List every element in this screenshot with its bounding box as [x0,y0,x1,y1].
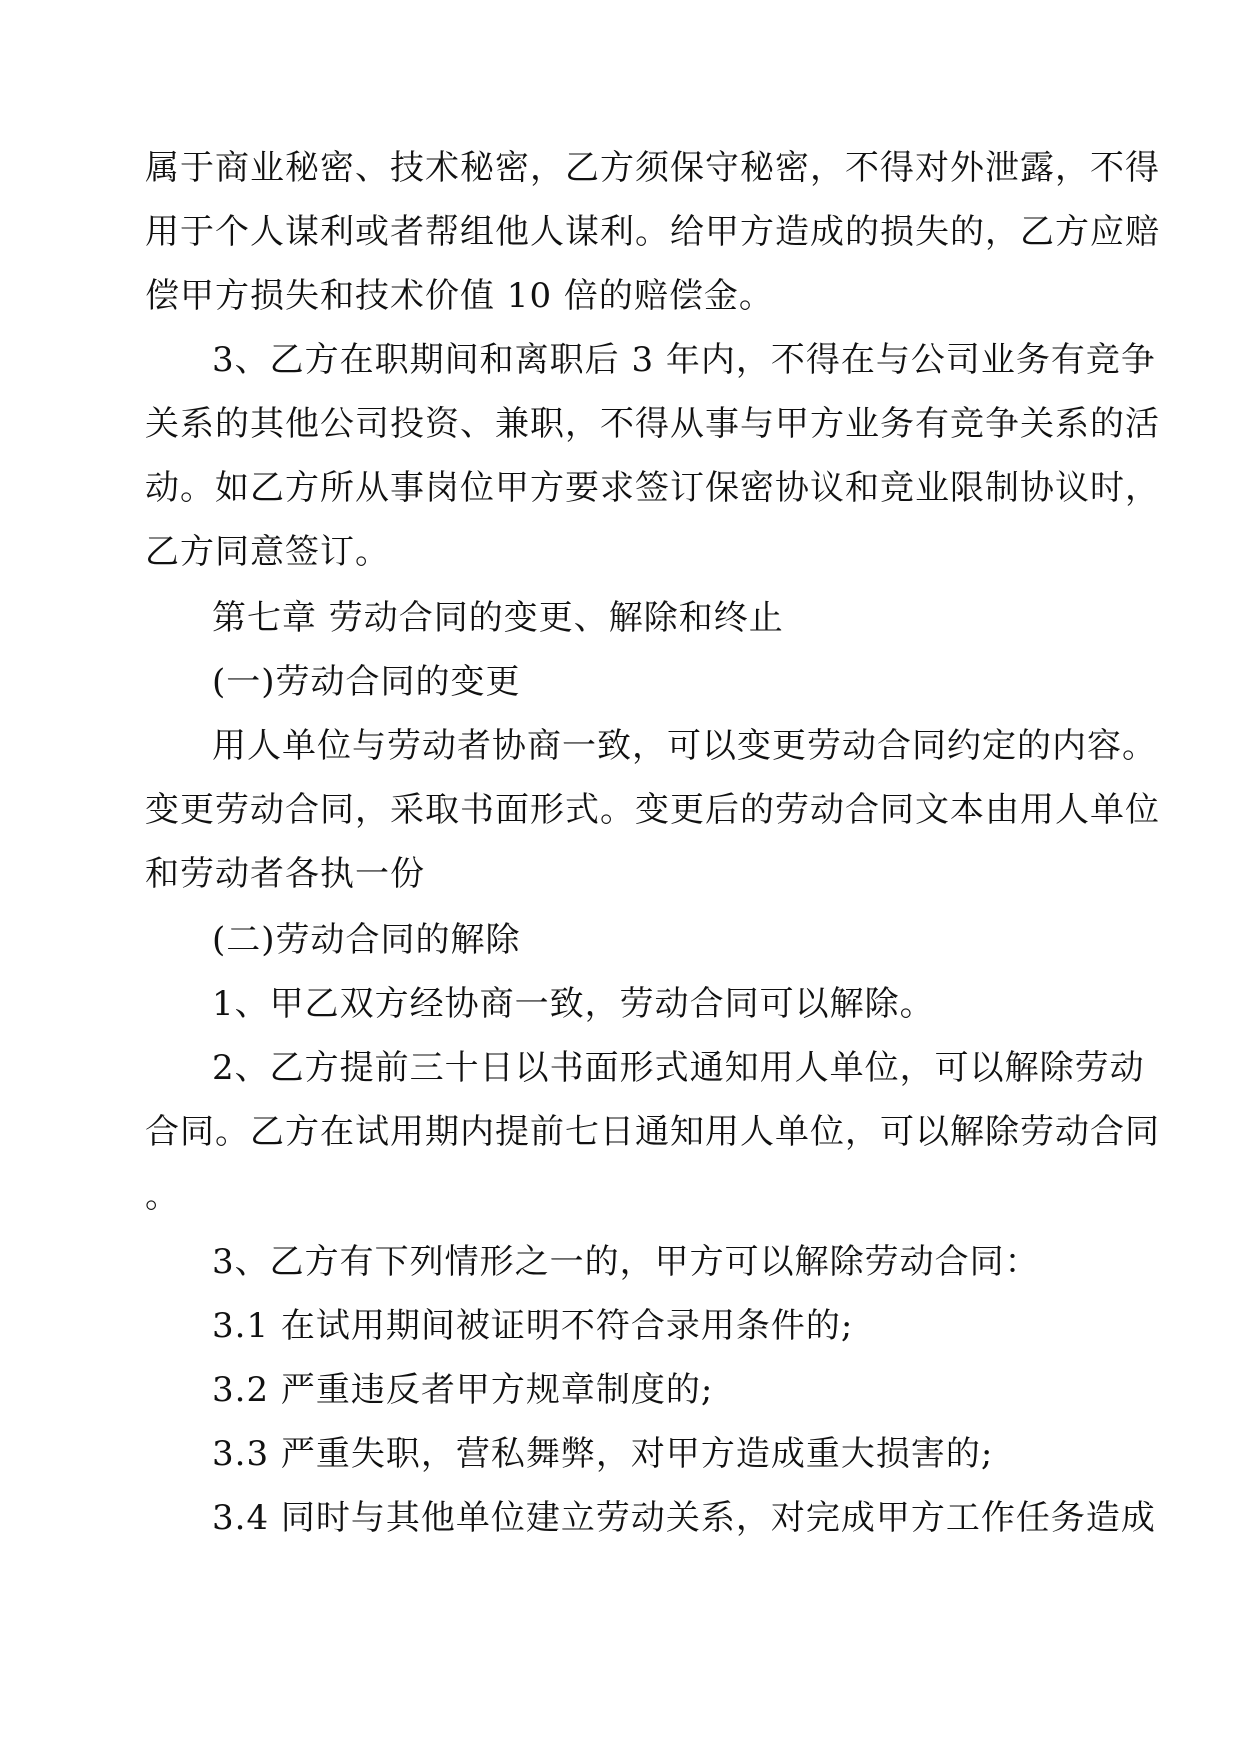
text-line: 偿甲方损失和技术价值 10 倍的赔偿金。 [145,276,774,316]
section-heading: (二)劳动合同的解除 [212,920,521,960]
list-item: 3.4 同时与其他单位建立劳动关系，对完成甲方工作任务造成 [212,1498,1156,1538]
text-line: 和劳动者各执一份 [145,854,425,894]
text-line: 合同。乙方在试用期内提前七日通知用人单位，可以解除劳动合同 [145,1112,1160,1152]
section-heading: (一)劳动合同的变更 [212,662,521,702]
text-line: 属于商业秘密、技术秘密，乙方须保守秘密，不得对外泄露，不得 [145,148,1160,188]
text-line: 3、乙方在职期间和离职后 3 年内，不得在与公司业务有竞争 [212,340,1156,380]
chapter-heading: 第七章 劳动合同的变更、解除和终止 [212,598,784,638]
text-line: 3、乙方有下列情形之一的，甲方可以解除劳动合同： [212,1242,1040,1282]
list-item: 3.3 严重失职，营私舞弊，对甲方造成重大损害的; [212,1434,994,1474]
text-line: 关系的其他公司投资、兼职，不得从事与甲方业务有竞争关系的活 [145,404,1160,444]
text-line: 。 [145,1176,180,1216]
text-line: 用人单位与劳动者协商一致，可以变更劳动合同约定的内容。 [212,726,1157,766]
text-line: 变更劳动合同，采取书面形式。变更后的劳动合同文本由用人单位 [145,790,1160,830]
text-line: 1、甲乙双方经协商一致，劳动合同可以解除。 [212,984,935,1024]
text-line: 乙方同意签订。 [145,532,390,572]
list-item: 3.2 严重违反者甲方规章制度的; [212,1370,714,1410]
list-item: 3.1 在试用期间被证明不符合录用条件的; [212,1306,854,1346]
text-line: 2、乙方提前三十日以书面形式通知用人单位，可以解除劳动 [212,1048,1145,1088]
text-line: 用于个人谋利或者帮组他人谋利。给甲方造成的损失的，乙方应赔 [145,212,1160,252]
text-line: 动。如乙方所从事岗位甲方要求签订保密协议和竞业限制协议时， [145,468,1160,508]
